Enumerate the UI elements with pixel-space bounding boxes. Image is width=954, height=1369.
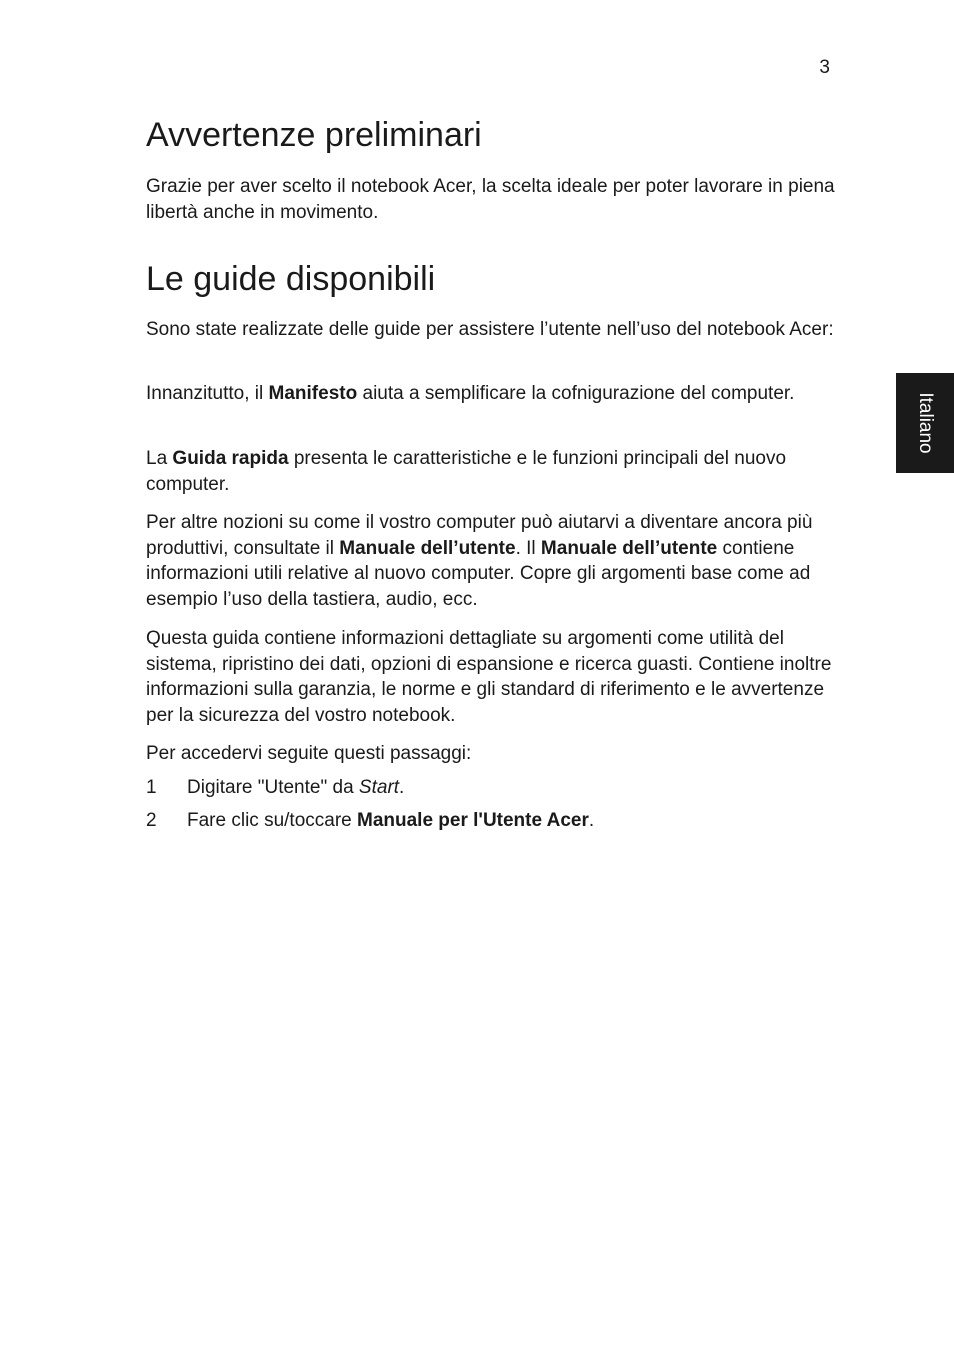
manifesto-paragraph: Innanzitutto, il Manifesto aiuta a semplificare la cofnigurazione del computer.	[146, 383, 795, 404]
user-manual-bold-1: Manuale dell’utente	[339, 537, 516, 559]
step-item-2: 2 Fare clic su/toccare Manuale per l'Utente Acer.	[146, 808, 594, 834]
user-manual-bold-2: Manuale dell’utente	[540, 537, 718, 559]
step-number: 2	[146, 810, 157, 831]
guides-intro-paragraph: Sono state realizzate delle guide per assistere l’utente nell’uso del notebook Acer:	[146, 319, 834, 340]
section-title-guide: Le guide disponibili	[146, 260, 436, 298]
language-tab-label: Italiano	[915, 392, 936, 454]
acer-manual-bold: Manuale per l'Utente Acer	[357, 810, 589, 831]
intro-paragraph: Grazie per aver scelto il notebook Acer, la scelta ideale per poter lavorare in piena libertà anche in movimento.	[146, 176, 835, 223]
guide-details-paragraph: Questa guida contiene informazioni dettagliate su argomenti come utilità del sistema, ripristino dei dati, opzioni di espansione e ricerca guasti. Contiene inoltre informazioni sulla garanzia, le norme e gli standard di riferimento e le avvertenze per la sicurezza del vostro notebook.	[146, 628, 832, 726]
language-side-tab	[896, 373, 954, 473]
user-manual-paragraph: Per altre nozioni su come il vostro computer può aiutarvi a diventare ancora più produttivi, consultate il Manuale dell’utente. Il Manuale dell’utente contiene informazioni utili relative al nuovo computer. Copre gli argomenti base come ad esempio l’uso della tastiera, audio, ecc.	[146, 512, 813, 610]
page-number: 3	[819, 57, 830, 78]
access-steps-intro: Per accedervi seguite questi passaggi:	[146, 743, 472, 764]
manifesto-bold: Manifesto	[268, 383, 358, 404]
section-title-avvertenze: Avvertenze preliminari	[146, 116, 482, 154]
quick-guide-bold: Guida rapida	[172, 448, 289, 469]
step-number: 1	[146, 777, 157, 798]
quick-guide-paragraph: La Guida rapida presenta le caratteristiche e le funzioni principali del nuovo computer.	[146, 448, 787, 495]
start-italic: Start	[358, 777, 400, 798]
step-item-1: 1 Digitare "Utente" da Start.	[146, 775, 404, 801]
